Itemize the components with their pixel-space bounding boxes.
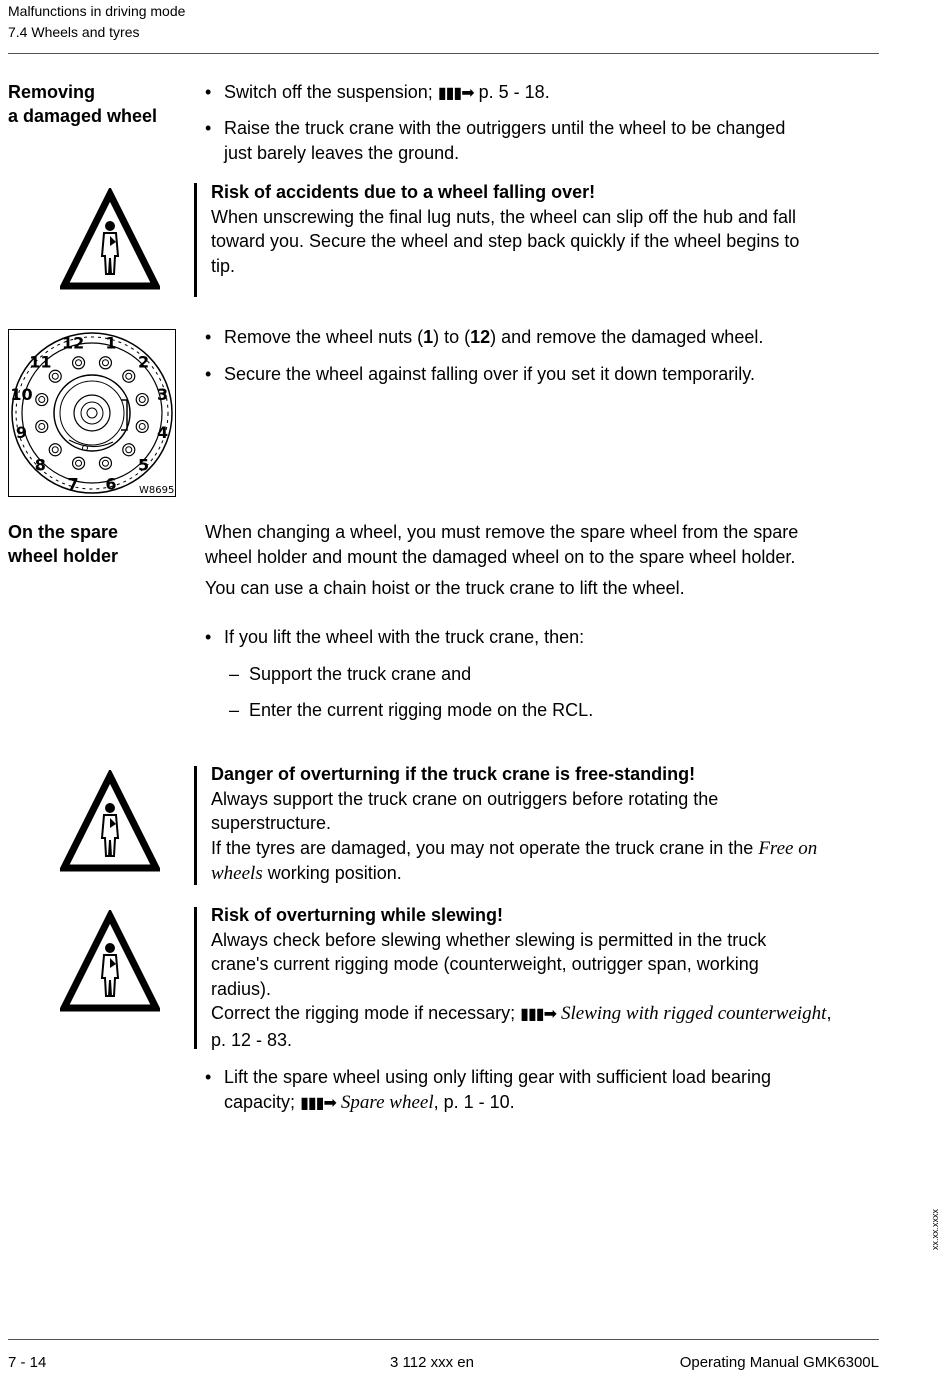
footer-page-number: 7 - 14 (8, 1354, 47, 1371)
bullet-lift-spare-wheel: • Lift the spare wheel using only lifting gear with sufficient load bearing capacity; ▮▮▮➡ Spare wheel, p. 1 - 10. (205, 1067, 771, 1113)
wheel-nut (73, 357, 85, 369)
header-rule (8, 53, 879, 54)
wheel-nut (123, 444, 135, 456)
wheel-nut-label: 9 (15, 422, 28, 442)
wheel-nut (136, 394, 148, 406)
dash-enter-rigging: – Enter the current rigging mode on the RCL. (229, 698, 899, 723)
figure-code: W8695 (139, 485, 175, 496)
bullet-raise-crane: • Raise the truck crane with the outriggers until the wheel to be changed just barely leaves the ground. (205, 118, 786, 163)
warning-slewing: Risk of overturning while slewing! Always check before slewing whether slewing is permitted in the truck crane's current rigging mode (counterweight, outrigger span, working radius). Correct the rigging mode if necessary; ▮▮▮➡ Slewing with rigged counterweight, p. 12 - 83. (211, 905, 832, 1050)
dash-icon: – (229, 664, 240, 684)
side-code: xx.xx.xxxx (930, 1208, 940, 1250)
warning-bar (194, 766, 197, 885)
warning-free-standing: Danger of overturning if the truck crane is free-standing! Always support the truck crane on outriggers before rotating the superstructure. If the tyres are damaged, you may not operate the truck crane in the Free on wheels working position. (211, 764, 818, 884)
wheel-nut (36, 394, 48, 406)
bullet-secure-wheel: • Secure the wheel against falling over if you set it down temporarily. (205, 362, 904, 387)
warning-triangle-icon (60, 188, 160, 292)
bullet-lift-with-crane: • If you lift the wheel with the truck crane, then: (205, 625, 904, 650)
warning-bar (194, 183, 197, 297)
wheel-nut-label: 6 (105, 474, 117, 494)
wheel-nut-label: 7 (67, 474, 79, 494)
wheel-nut-label: 2 (138, 352, 150, 372)
wheel-nut (99, 457, 111, 469)
reference-arrow-icon: ▮▮▮➡ (520, 1006, 556, 1023)
warning-wheel-falling: Risk of accidents due to a wheel falling over! When unscrewing the final lug nuts, the wheel can slip off the hub and fall toward you. Secure the wheel and step back quickly if the wheel begins to tip. (211, 182, 800, 276)
wheel-nut (36, 420, 48, 432)
bullet-icon: • (205, 327, 212, 347)
bullet-icon: • (205, 82, 212, 102)
warning-triangle-icon (60, 910, 160, 1014)
section-heading-spare-holder: On the spare wheel holder (8, 522, 119, 566)
wheel-nut (136, 420, 148, 432)
wheel-diagram (9, 330, 175, 496)
wheel-nut-label: 5 (138, 455, 150, 475)
header-section: 7.4 Wheels and tyres (8, 24, 140, 40)
warning-title: Danger of overturning if the truck crane is free-standing! (211, 764, 696, 784)
wheel-nut-label: 11 (29, 352, 52, 372)
warning-triangle-icon (60, 770, 160, 874)
wheel-nut-label: 4 (156, 422, 169, 442)
bullet-icon: • (205, 627, 212, 647)
reference-arrow-icon: ▮▮▮➡ (437, 85, 474, 102)
warning-bar (194, 907, 197, 1049)
wheel-nut-figure (8, 329, 176, 497)
bullet-icon: • (205, 1067, 212, 1087)
paragraph-chain-hoist: You can use a chain hoist or the truck crane to lift the wheel. (205, 578, 685, 598)
paragraph-changing-wheel: When changing a wheel, you must remove the spare wheel from the spare wheel holder and mount the damaged wheel on to the spare wheel holder. (205, 522, 799, 567)
link-slewing-counterweight[interactable]: Slewing with rigged counterweight (561, 1003, 827, 1024)
dash-support-crane: – Support the truck crane and (229, 662, 899, 687)
dash-icon: – (229, 700, 240, 720)
footer-doc-number: 3 112 xxx en (390, 1354, 474, 1371)
wheel-nut (123, 370, 135, 382)
wheel-nut-label: 3 (156, 385, 169, 405)
link-spare-wheel[interactable]: Spare wheel (340, 1091, 434, 1113)
reference-arrow-icon: ▮▮▮➡ (300, 1094, 336, 1112)
footer-rule (8, 1339, 879, 1340)
section-heading-removing: Removing a damaged wheel (8, 82, 158, 126)
wheel-nut (49, 370, 61, 382)
bullet-icon: • (205, 364, 212, 384)
wheel-nut-label: 8 (34, 455, 46, 475)
bullet-switch-off: • Switch off the suspension; ▮▮▮➡ p. 5 - 18. (205, 80, 904, 107)
header-chapter: Malfunctions in driving mode (8, 3, 186, 19)
wheel-nut (73, 457, 85, 469)
wheel-nut (49, 444, 61, 456)
wheel-nut (99, 357, 111, 369)
bullet-remove-nuts: • Remove the wheel nuts (1) to (12) and remove the damaged wheel. (205, 325, 904, 350)
footer-manual-title: Operating Manual GMK6300L (679, 1354, 879, 1371)
wheel-nut-label: 10 (10, 385, 33, 405)
wheel-nut-label: 1 (105, 333, 117, 353)
wheel-nut-label: 12 (61, 333, 85, 353)
bullet-icon: • (205, 118, 212, 138)
warning-title: Risk of accidents due to a wheel falling over! (211, 182, 596, 202)
warning-title: Risk of overturning while slewing! (211, 905, 504, 925)
